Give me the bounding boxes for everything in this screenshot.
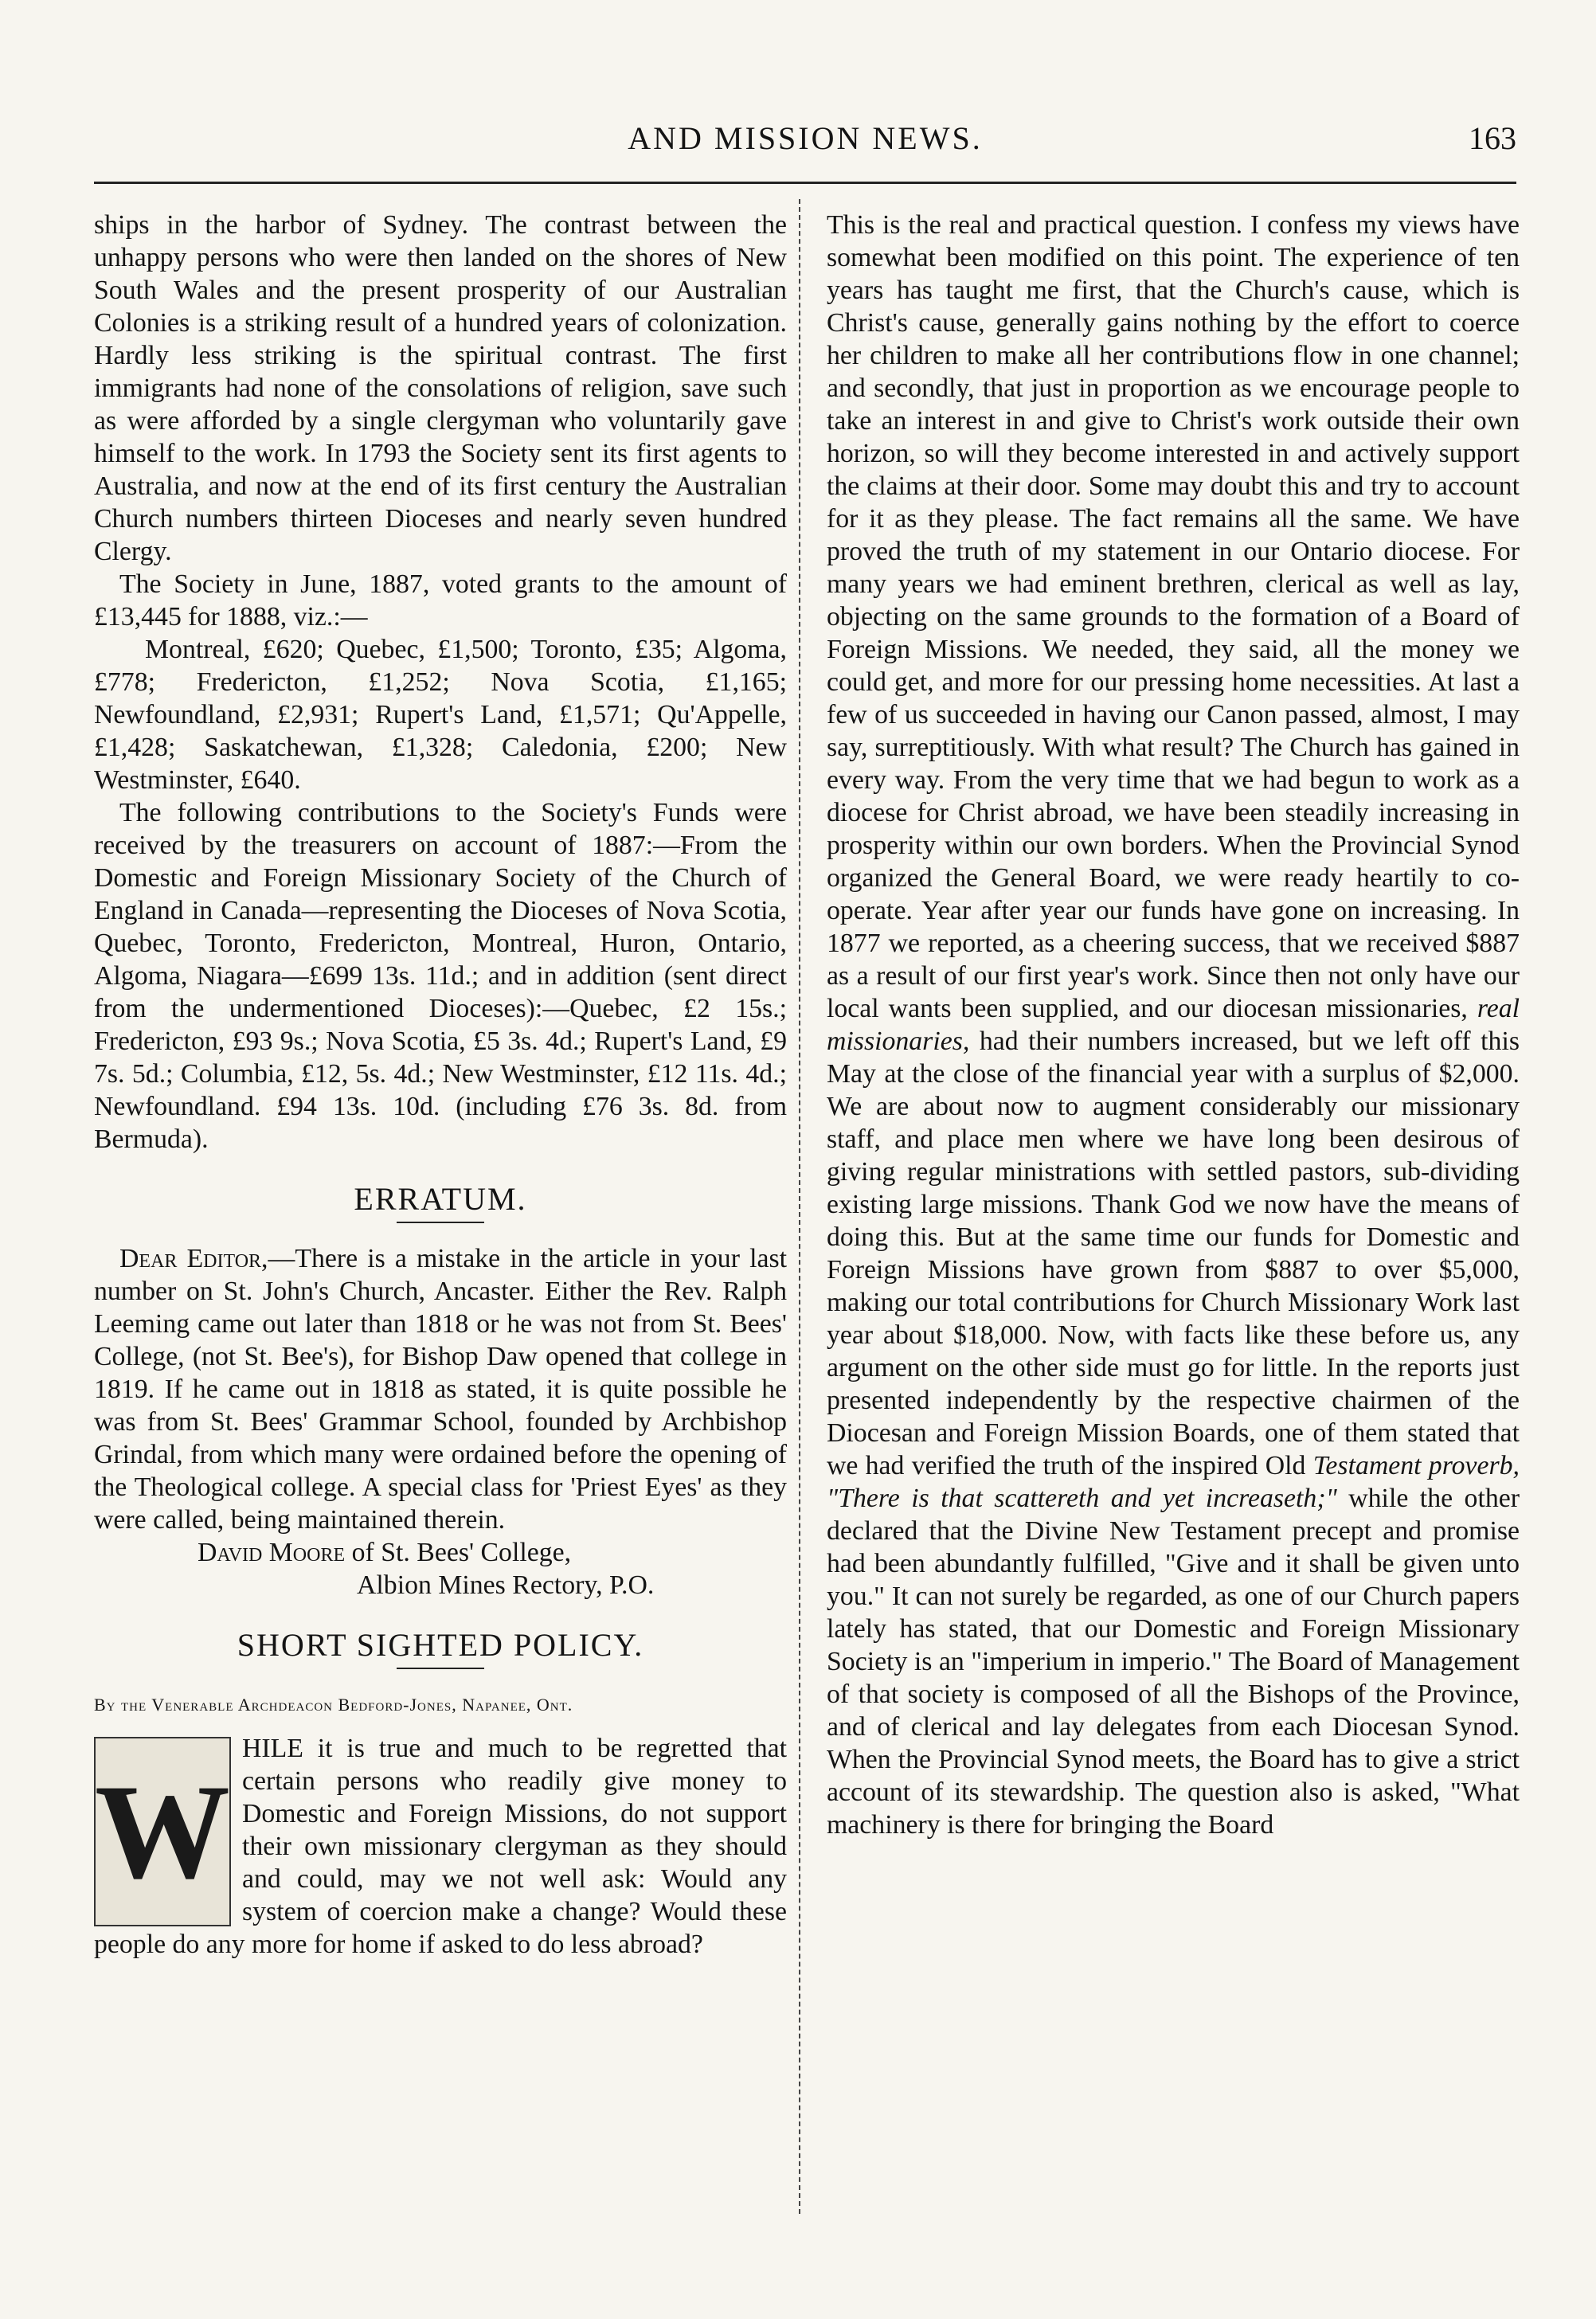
running-head xyxy=(94,119,1516,167)
running-title: AND MISSION NEWS. xyxy=(628,120,983,156)
right-italic-1: real missionaries, xyxy=(827,994,1520,1056)
erratum-heading: ERRATUM. xyxy=(354,1181,527,1217)
right-text-3: while the other declared that the Divine New Testament precept and promise had been abundantly fulfilled, "Give and it shall be given unto you." It can not surely be regarded, as one of our Church papers lately has stated, that our Domestic and Foreign Missionary Society is an "imperium in imperio." The Board of Management of that society is composed of all the Bishops of the Province, and of clerical and lay delegates from each Diocesan Synod. When the Provincial Synod meets, the Board has to give a strict account of its stewardship. The question also is asked, "What machinery is there for bringing the Board xyxy=(827,1484,1520,1840)
right-italic-2: Testament proverb, "There is that scattereth and yet increaseth;" xyxy=(827,1451,1520,1513)
grants-list-paragraph: Montreal, £620; Quebec, £1,500; Toronto, £35; Algoma, £778; Fredericton, £1,252; Nova Scotia, £1,165; Newfoundland, £2,931; Rupert's Land, £1,571; Qu'Appelle, £1,428; Saskatchewan, £1,328; Caledonia, £200; New Westminster, £640. xyxy=(94,635,787,795)
erratum-body: —There is a mistake in the article in your last number on St. John's Church, Ancaster. Either the Rev. Ralph Leeming came out later than 1818 or he was not from St. Bees' College, (not St. Bee's), for Bishop Daw opened that college in 1819. If he came out in 1818 as stated, it is quite possible he was from St. Bees' Grammar School, founded by Archbishop Grindal, from which many were ordained before the opening of the Theological college. A special class for 'Priest Eyes' as they were called, being maintained therein. xyxy=(94,1244,787,1535)
grants-intro-paragraph: The Society in June, 1887, voted grants to the amount of £13,445 for 1888, viz.:— xyxy=(94,569,787,632)
ornamental-dropcap: W xyxy=(94,1737,231,1926)
signature-name: David Moore xyxy=(198,1538,346,1567)
erratum-signature-line1 xyxy=(94,1536,787,1569)
right-paragraph xyxy=(827,209,1520,1841)
contributions-paragraph: The following contributions to the Society's Funds were received by the treasurers on account of 1887:—From the Domestic and Foreign Missionary Society of the Church of England in Canada—representing the Dioceses of Nova Scotia, Quebec, Toronto, Fredericton, Montreal, Huron, Ontario, Algoma, Niagara—£699 13s. 11d.; and in addition (sent direct from the undermentioned Dioceses):—Quebec, £2 15s.; Fredericton, £93 9s.; Nova Scotia, £5 3s. 4d.; Rupert's Land, £9 7s. 5d.; Columbia, £12, 5s. 4d.; New Westminster, £12 11s. 4d.; Newfoundland. £94 13s. 10d. (including £76 3s. 8d. from Bermuda). xyxy=(94,798,787,1154)
page-number: 163 xyxy=(1469,120,1516,156)
right-column xyxy=(827,209,1520,1841)
column-divider xyxy=(799,199,800,2214)
right-text-1: This is the real and practical question. I confess my views have somewhat been modified on this point. The experience of ten years has taught me first, that the Church's cause, which is Christ's cause, generally gains nothing by the effort to coerce her children to make all her contributions flow in one channel; and secondly, that just in proportion as we encourage people to take an interest in and give to Christ's work outside their own horizon, so will they become interested in and actively support the claims at their door. Some may doubt this and try to account for it as they please. The fact remains all the same. We have proved the truth of my statement in our Ontario diocese. For many years we had eminent brethren, clerical as well as lay, objecting on the same grounds to the formation of a Board of Foreign Missions. We needed, they said, all the money we could get, and more for our pressing home necessities. At last a few of us succeeded in having our Canon passed, almost, I may say, surreptitiously. With what result? The Church has gained in every way. From the very time that we had begun to work as a diocese for Christ abroad, we have been steadily increasing in prosperity within our own borders. When the Provincial Synod organized the General Board, we were ready heartily to co-operate. Year after year our funds have gone on increasing. In 1877 we reported, as a cheering success, that we received $887 as a result of our first year's work. Since then not only have our local wants been supplied, and our diocesan missionaries, xyxy=(827,210,1520,1023)
header-rule xyxy=(94,182,1516,184)
policy-opening xyxy=(94,1732,787,1961)
article-byline: By the Venerable Archdeacon Bedford-Jones, Napanee, Ont. xyxy=(94,1695,573,1715)
erratum-salutation: Dear Editor, xyxy=(119,1244,268,1273)
erratum-rule xyxy=(397,1222,484,1223)
left-column xyxy=(94,209,787,1961)
policy-rule xyxy=(397,1668,484,1669)
policy-heading: SHORT SIGHTED POLICY. xyxy=(237,1627,644,1663)
right-text-2: had their numbers increased, but we left off this May at the close of the financial year with a surplus of $2,000. We are about now to augment considerably our missionary staff, and place men where we have long been desirous of giving regular ministrations with settled pastors, sub-dividing existing large missions. Thank God we now have the means of doing this. But at the same time our funds for Domestic and Foreign Missions have grown from $887 to over $5,000, making our total contributions for Church Missionary Work last year about $18,000. Now, with facts like these before us, any argument on the other side must go for little. In the reports just presented independently by the respective chairmen of the Diocesan and Foreign Mission Boards, one of them stated that we had verified the truth of the inspired Old xyxy=(827,1027,1520,1480)
erratum-letter xyxy=(94,1242,787,1536)
erratum-signature-line2: Albion Mines Rectory, P.O. xyxy=(357,1570,655,1600)
sydney-paragraph: ships in the harbor of Sydney. The contrast between the unhappy persons who were then landed on the shores of New South Wales and the present prosperity of our Australian Colonies is a striking result of a hundred years of colonization. Hardly less striking is the spiritual contrast. The first immigrants had none of the consolations of religion, save such as were afforded by a single clergyman who voluntarily gave himself to the work. In 1793 the Society sent its first agents to Australia, and now at the end of its first century the Australian Church numbers thirteen Dioceses and nearly seven hundred Clergy. xyxy=(94,210,787,566)
signature-affiliation: of St. Bees' College, xyxy=(345,1538,572,1567)
policy-opening-paragraph: HILE it is true and much to be regretted that certain persons who readily give money to Domestic and Foreign Missions, do not support their own missionary clergyman as they should and could, may we not well ask: Would any system of coercion make a change? Would these people do any more for home if asked to do less abroad? xyxy=(94,1734,787,1959)
